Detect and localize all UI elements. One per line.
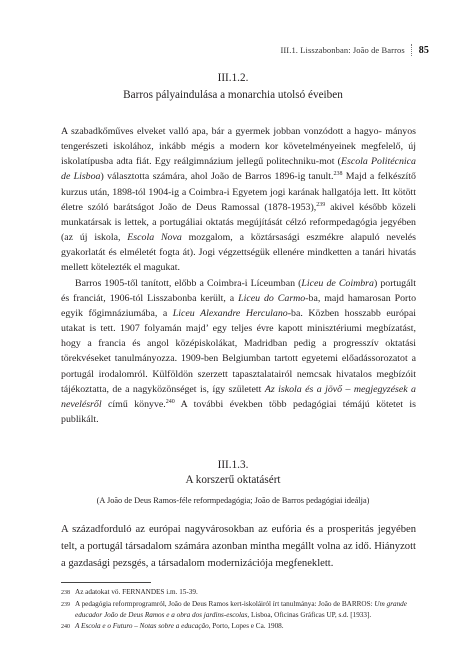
paragraph: A századforduló az európai nagyvárosokban az eufória és a prosperitás jegyében telt, a portugál társadalom számára azonban mintha megállt volna az idő. Hiányzott a gazdasági pezsgés, a társadalom modernizációja megfeneklett. bbox=[61, 524, 416, 569]
footnote-ref[interactable]: 238 bbox=[333, 171, 343, 178]
page-number: 85 bbox=[418, 44, 429, 56]
footnote: 238 Az adatokat vö. FERNANDES i.m. 15-39. bbox=[61, 588, 198, 596]
paragraph: A szabadkőműves elveket valló apa, bár a gyermek jobban vonzódott a hagyo- mányos tengerészeti iskolához, inkább mégis a modern kor követelményeinek megfelelő, új iskolatípusba adta fiát. Egy reálgimnázium jellegű politechniku-mot (Escola Politécnica de Lisboa) választotta számára, ahol João de Barros 1896-ig tanult.$^{238}$ Majd a felkészítő kurzus után, 1898-tól 1904-ig a Coimbra-i Egyetem jogi karának hallgatója lett. Itt kötött életre szóló barátságot João de Deus Ramossal (1878-1953),$^{239}$ akivel később közeli munkatársak is lettek, a portugáliai oktatás megújítását célzó reformpedagógia jegyében (az új iskola, Escola Nova mozgalom, a köztársasági eszmékre alapuló nevelés gyakorlatát és elméletét fogta át). Jogi végzettségük ellenére mindketten a tanári hivatás mellett kötelezték el magukat. bbox=[61, 126, 416, 274]
body-text-2 bbox=[61, 521, 416, 572]
running-title: III.1. Lisszabonban: João de Barros bbox=[280, 45, 405, 55]
running-header bbox=[280, 44, 429, 56]
section-title: Barros pályaindulása a monarchia utolsó éveiben bbox=[123, 89, 343, 101]
section-number: III.1.2. bbox=[217, 72, 249, 84]
footnote-ref[interactable]: 240 bbox=[165, 398, 175, 405]
footnote-ref[interactable]: 239 bbox=[316, 201, 326, 208]
section-title: A korszerű oktatásért bbox=[185, 474, 281, 486]
footnote-rule bbox=[61, 582, 151, 583]
paragraph: Barros 1905-től tanított, előbb a Coimbra-i Líceumban (Liceu de Coimbra) portugált és franciát, 1906-tól Lisszabonba került, a Liceu do Carmo-ba, majd hamarosan Porto egyik főgimnáziumába, a Liceu Alexandre Herculano-ba. Közben hosszabb európai utakat is tett. 1907 folyamán majd’ egy teljes évre kapott minisztériumi megbízatást, hogy a francia és angol középiskolákat, Madridban pedig a progresszív oktatási törekvéseket tanulmányozza. 1909-ben Belgiumban tartott egyetemi előadássorozatot a portugál irodalomról. Külföldön szerzett tapasztalatairól nemcsak hivatalos megbízóit tájékoztatta, de a nagyközönséget is, így született Az iskola és a jövő – megjegyzések a nevelésről című könyve.$^{240}$ A további években több pedagógiai témájú kötetet is publikált. bbox=[61, 277, 417, 425]
section-number: III.1.3. bbox=[217, 459, 249, 471]
footnote: 240 A Escola e o Futuro – Notas sobre a educação, Porto, Lopes e Ca. 1908. bbox=[61, 622, 284, 631]
footnotes bbox=[61, 587, 416, 633]
body-text-1 bbox=[61, 124, 416, 427]
header-divider bbox=[411, 44, 413, 56]
footnote: 239 A pedagógia reformprogramról, João de Deus Ramos kert-iskoláiról írt tanulmánya: João de BARROS: Um grande educador João de Deus Ramos e a obra dos jardins-escolas, Lisboa, Oficinas Gráficas UP, s.d. [1933]. bbox=[61, 600, 407, 620]
section-subtitle: (A João de Deus Ramos-féle reformpedagógia; João de Barros pedagógiai ideálja) bbox=[96, 496, 370, 505]
